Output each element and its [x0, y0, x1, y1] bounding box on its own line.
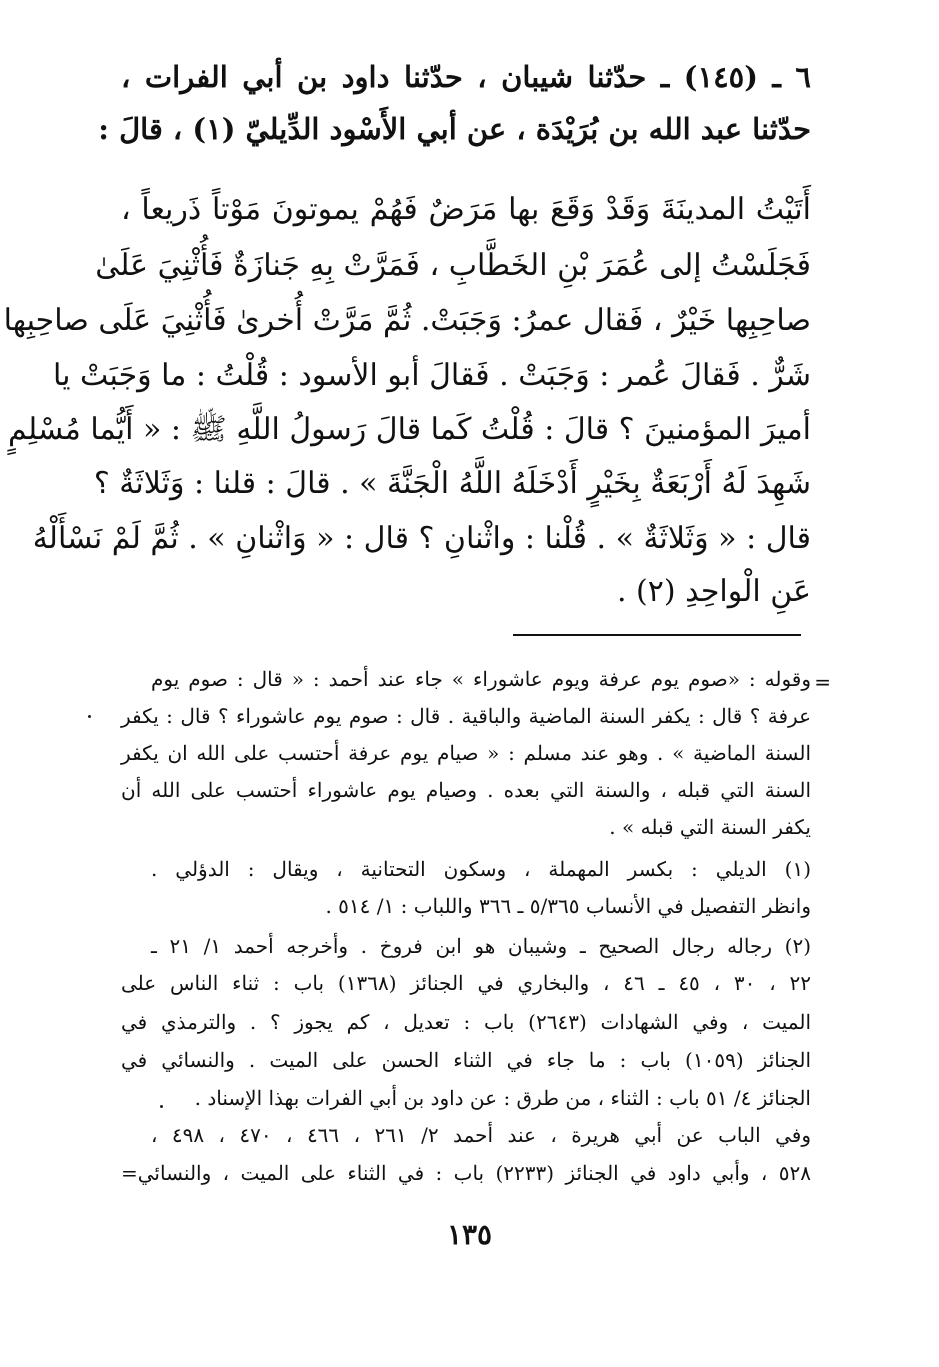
hadith-text-line: أَتَيْتُ المدينَةَ وَقَدْ وَقَعَ بها مَرَضٌ فَهُمْ يموتونَ مَوْتاً ذَريعاً ، — [121, 192, 811, 227]
page-number: ١٣٥ — [446, 1218, 493, 1251]
footnote-2-line: الجنائز (١٠٥٩) باب : ما جاء في الثناء الحسن على الميت . والنسائي في — [121, 1048, 811, 1072]
footnote-2-line: الجنائز ٤/ ٥١ باب : الثناء ، من طرق : عن داود بن أبي الفرات بهذا الإسناد . — [194, 1086, 811, 1110]
footnote-1-line: وانظر التفصيل في الأنساب ٥/٣٦٥ ـ ٣٦٦ واللباب : ١/ ٥١٤ . — [325, 894, 811, 918]
hadith-text-line: أميرَ المؤمنينَ ؟ قالَ : قُلْتُ كَما قالَ رَسولُ اللَّهِ ﷺ : « أَيُّما مُسْلِمٍ — [8, 412, 811, 447]
footnote-line: السنة الماضية » . وهو عند مسلم : « صيام يوم عرفة أحتسب على الله ان يكفر — [121, 741, 811, 765]
footnote-line: يكفر السنة التي قبله » . — [609, 815, 811, 839]
hadith-text-line: شَهِدَ لَهُ أَرْبَعَةٌ بِخَيْرٍ أَدْخَلَهُ اللَّهُ الْجَنَّةَ » . قالَ : قلنا : وَثَلاثَةٌ ؟ — [93, 466, 811, 501]
footnote-1-line: (١) الديلي : بكسر المهملة ، وسكون التحتانية ، ويقال : الدؤلي . — [151, 857, 811, 881]
footnote-2-line: الميت ، وفي الشهادات (٢٦٤٣) باب : تعديل ، كم يجوز ؟ . والترمذي في — [121, 1010, 812, 1034]
footnote-2-line: ٢٢ ، ٣٠ ، ٤٥ ـ ٤٦ ، والبخاري في الجنائز (١٣٦٨) باب : ثناء الناس على — [121, 971, 812, 995]
footnote-line: عرفة ؟ قال : يكفر السنة الماضية والباقية . قال : صوم يوم عاشوراء ؟ قال : يكفر — [121, 704, 811, 728]
hadith-text-line: شَرٌّ . فَقالَ عُمر : وَجَبَتْ . فَقالَ أبو الأسود : قُلْتُ : ما وَجَبَتْ يا — [53, 358, 811, 393]
continuation-mark: = — [814, 670, 831, 694]
footnote-line: السنة التي قبله ، والسنة التي بعده . وصيام يوم عاشوراء أحتسب على الله أن — [121, 778, 811, 802]
footnote-separator — [513, 634, 801, 636]
hadith-text-line: صاحِبِها خَيْرٌ ، فَقال عمرُ: وَجَبَتْ. ثُمَّ مَرَّتْ أُخرىٰ فَأُثْنِيَ عَلَى صاحِبِها — [3, 303, 811, 338]
scan-speck — [160, 1105, 163, 1108]
footnote-2-line: (٢) رجاله رجال الصحيح ـ وشيبان هو ابن فروخ . وأخرجه أحمد ١/ ٢١ ـ — [151, 934, 812, 958]
hadith-text-line: قال : « وَثَلاثَةٌ » . قُلْنا : واثْنانِ ؟ قال : « وَاثْنانِ » . ثُمَّ لَمْ نَسْأَلْهُ — [32, 521, 811, 556]
hadith-header-line-2: حدّثنا عبد الله بن بُرَيْدَة ، عن أبي الأَسْود الدِّيليّ (١) ، قالَ : — [98, 112, 811, 146]
hadith-text-line: فَجَلَسْتُ إلى عُمَرَ بْنِ الخَطَّابِ ، فَمَرَّتْ بِهِ جَنازَةٌ فَأُثْنِيَ عَلَىٰ — [95, 248, 811, 283]
hadith-text-line: عَنِ الْواحِدِ (٢) . — [616, 574, 811, 609]
footnote-2-extra-line: وفي الباب عن أبي هريرة ، عند أحمد ٢/ ٢٦١ ، ٤٦٦ ، ٤٧٠ ، ٤٩٨ ، — [151, 1123, 811, 1147]
hadith-header-line-1: ٦ ـ (١٤٥) ـ حدّثنا شيبان ، حدّثنا داود بن أبي الفرات ، — [121, 60, 811, 94]
footnote-line: وقوله : «صوم يوم عرفة ويوم عاشوراء » جاء عند أحمد : « قال : صوم يوم — [151, 667, 811, 691]
scan-speck — [88, 715, 91, 718]
footnote-2-extra-line: ٥٢٨ ، وأبي داود في الجنائز (٢٢٣٣) باب : في الثناء على الميت ، والنسائي= — [121, 1161, 811, 1185]
